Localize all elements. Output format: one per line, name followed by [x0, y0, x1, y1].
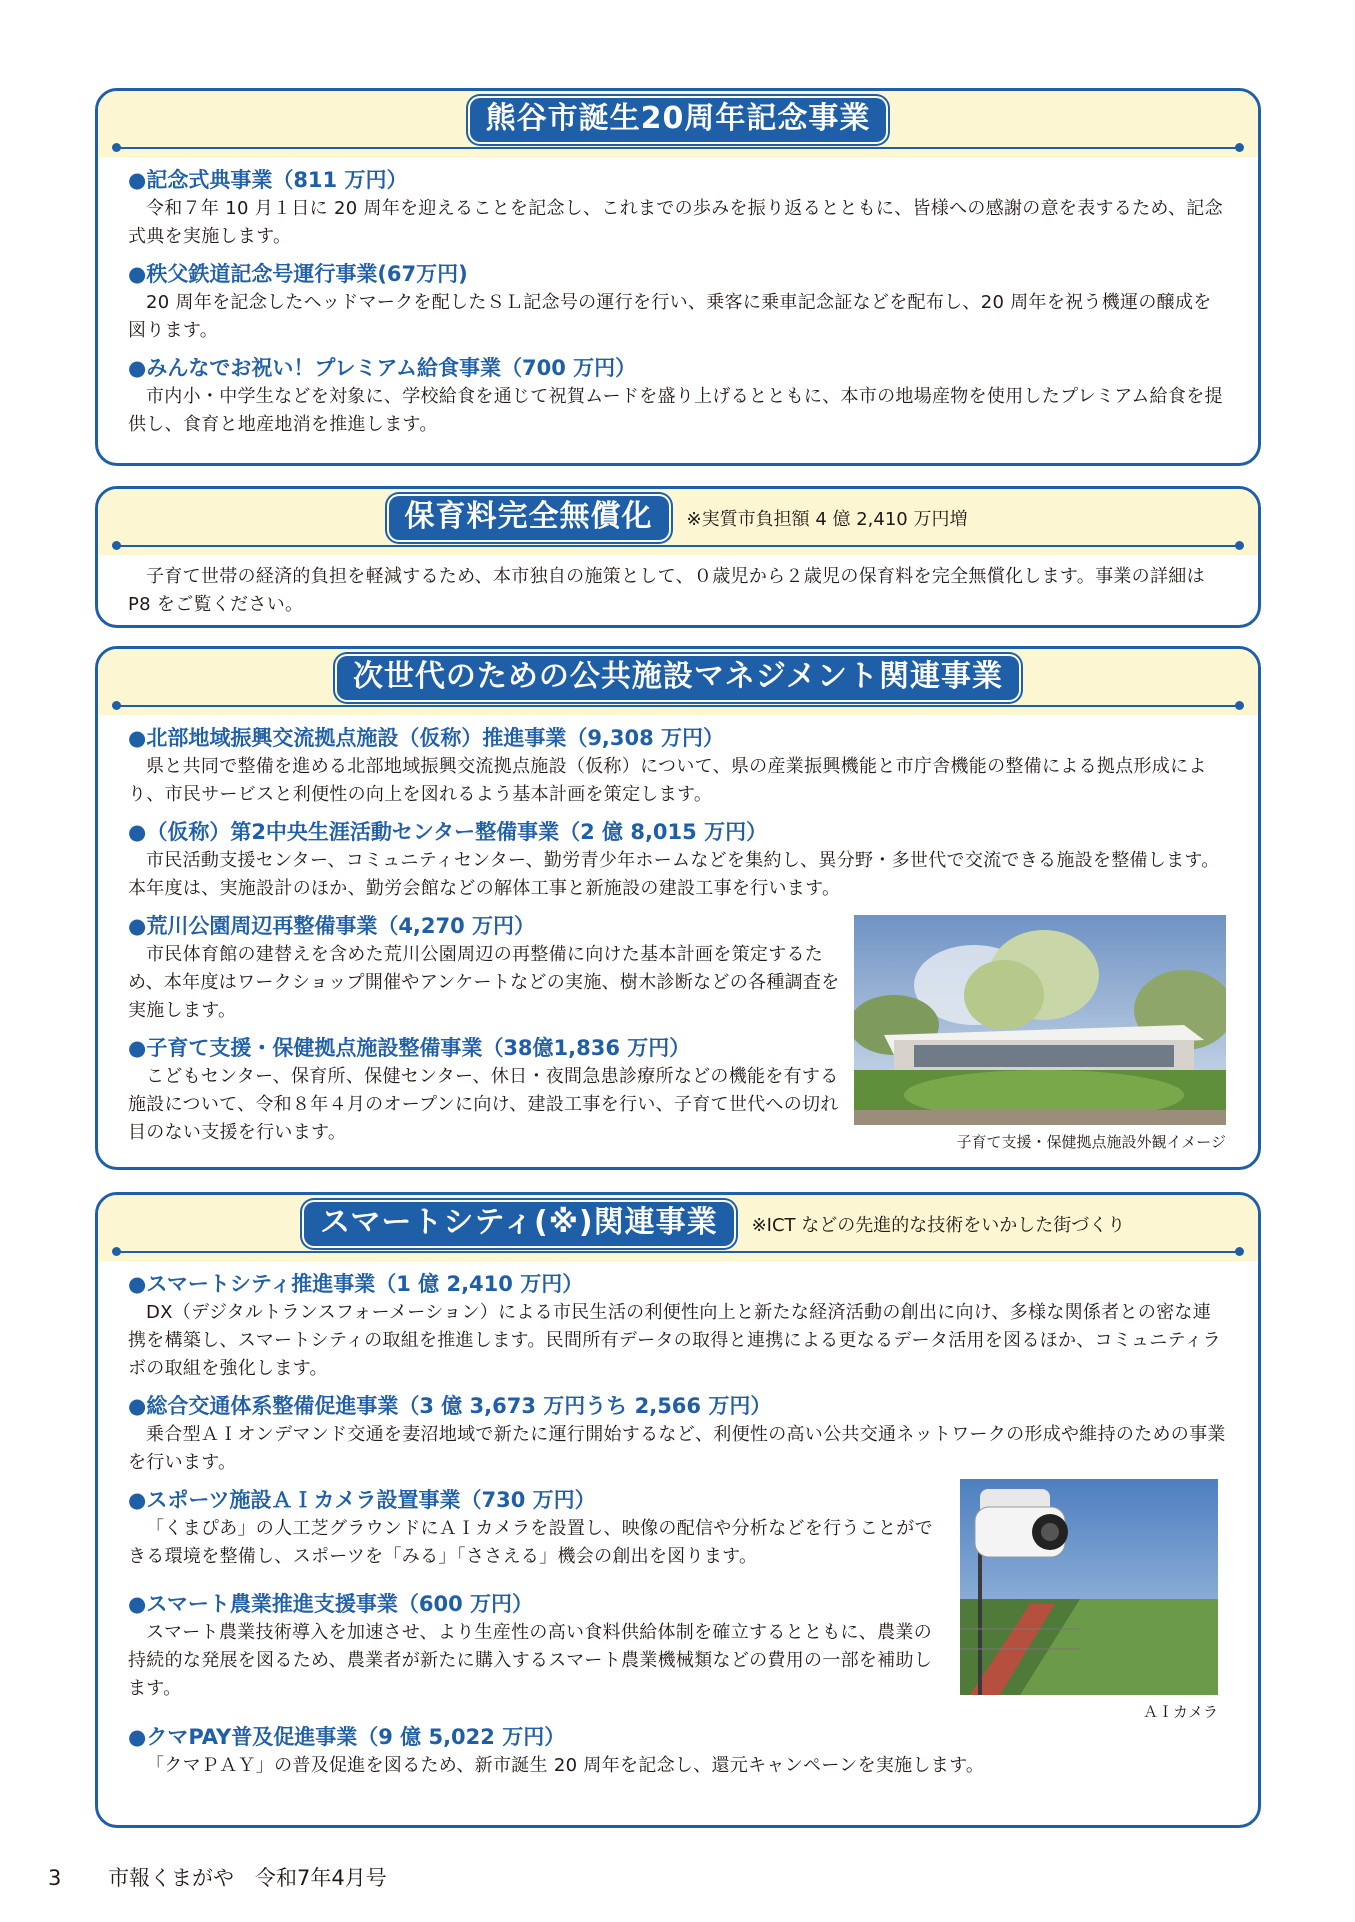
section-title: 熊谷市誕生20周年記念事業: [470, 98, 887, 142]
item-title: ●北部地域振興交流拠点施設（仮称）推進事業（9,308 万円）: [128, 726, 725, 750]
item-text: 20 周年を記念したヘッドマークを配したＳＬ記念号の運行を行い、乗客に乗車記念証などを配布し、20 周年を祝う機運の醸成を図ります。: [128, 292, 1212, 341]
item-text: 県と共同で整備を進める北部地域振興交流拠点施設（仮称）について、県の産業振興機能と市庁舎機能の整備による拠点形成により、市民サービスと利便性の向上を図れるよう基本計画を策定します。: [128, 756, 1207, 805]
item-title: ●（仮称）第2中央生涯活動センター整備事業（2 億 8,015 万円）: [128, 820, 768, 844]
header-rule: [116, 1251, 1240, 1253]
header-rule: [116, 545, 1240, 547]
list-item: [128, 353, 1226, 439]
items-with-photo: [128, 1485, 1226, 1722]
item-text: 市民活動支援センター、コミュニティセンター、勤労青少年ホームなどを集約し、異分野・多世代で交流できる施設を整備します。本年度は、実施設計のほか、勤労会館などの解体工事と新施設の建設工事を行います。: [128, 850, 1220, 899]
items-with-photo: [128, 911, 1226, 1155]
item-title: ●荒川公園周辺再整備事業（4,270 万円）: [128, 914, 536, 938]
header-rule: [116, 705, 1240, 707]
list-item: [128, 1391, 1226, 1477]
list-item: [128, 259, 1226, 345]
list-item: [128, 817, 1226, 903]
section-body: [98, 555, 1258, 628]
item-title: ●スマート農業推進支援事業（600 万円）: [128, 1592, 534, 1616]
header-rule: [116, 147, 1240, 149]
list-item: [128, 1033, 840, 1147]
ai-camera-photo: [960, 1479, 1218, 1722]
section-header: [98, 489, 1258, 555]
section-header: [98, 1195, 1258, 1261]
section-title: スマートシティ(※)関連事業: [304, 1202, 734, 1246]
list-item: [128, 1269, 1226, 1383]
list-item: [128, 1485, 938, 1571]
section-title: 保育料完全無償化: [389, 496, 669, 540]
list-item: [128, 1722, 1226, 1780]
item-title: ●みんなでお祝い！プレミアム給食事業（700 万円）: [128, 356, 637, 380]
section-smart-city: [95, 1192, 1261, 1828]
item-text: 乗合型ＡＩオンデマンド交通を妻沼地域で新たに運行開始するなど、利便性の高い公共交通ネットワークの形成や維持のための事業を行います。: [128, 1424, 1226, 1473]
item-title: ●スマートシティ推進事業（1 億 2,410 万円）: [128, 1272, 584, 1296]
facility-photo: [854, 915, 1226, 1152]
section-public-facility: [95, 646, 1261, 1170]
section-title: 次世代のための公共施設マネジメント関連事業: [337, 656, 1019, 700]
photo-caption: ＡＩカメラ: [1142, 1703, 1218, 1721]
section-childcare-free: [95, 486, 1261, 628]
section-body: [98, 1261, 1258, 1802]
item-title: ●クマPAY普及促進事業（9 億 5,022 万円）: [128, 1725, 566, 1749]
facility-exterior-image: [854, 915, 1226, 1125]
list-item: [128, 723, 1226, 809]
item-text: DX（デジタルトランスフォーメーション）による市民生活の利便性向上と新たな経済活動の創出に向け、多様な関係者との密な連携を構築し、スマートシティの取組を推進します。民間所有データの取得と連携による更なるデータ活用を図るほか、コミュニティラボの取組を強化します。: [128, 1302, 1221, 1379]
section-body: [98, 715, 1258, 1169]
section-20th-anniversary: [95, 88, 1261, 466]
section-body: [98, 157, 1258, 461]
ai-camera-image: [960, 1479, 1218, 1695]
item-title: ●総合交通体系整備促進事業（3 億 3,673 万円うち 2,566 万円）: [128, 1394, 772, 1418]
list-item: [128, 911, 840, 1025]
items-column: [128, 1485, 960, 1711]
page-footer: [48, 1862, 387, 1892]
list-item: [128, 165, 1226, 251]
item-text: スマート農業技術導入を加速させ、より生産性の高い食料供給体制を確立するとともに、農業の持続的な発展を図るため、農業者が新たに購入するスマート農業機械類などの費用の一部を補助します。: [128, 1622, 933, 1699]
item-text: 「くまぴあ」の人工芝グラウンドにＡＩカメラを設置し、映像の配信や分析などを行うことができる環境を整備し、スポーツを「みる」「ささえる」機会の創出を図ります。: [128, 1518, 933, 1567]
item-text: 「クマＰＡＹ」の普及促進を図るため、新市誕生 20 周年を記念し、還元キャンペーンを実施します。: [146, 1755, 985, 1776]
item-text: 市民体育館の建替えを含めた荒川公園周辺の再整備に向けた基本計画を策定するため、本年度はワークショップ開催やアンケートなどの実施、樹木診断などの各種調査を実施します。: [128, 944, 840, 1021]
item-title: ●子育て支援・保健拠点施設整備事業（38億1,836 万円）: [128, 1036, 691, 1060]
section-note: ※実質市負担額 4 億 2,410 万円増: [686, 509, 968, 530]
section-header: [98, 91, 1258, 157]
section-note: ※ICT などの先進的な技術をいかした街づくり: [751, 1215, 1126, 1236]
item-title: ●記念式典事業（811 万円）: [128, 168, 408, 192]
item-text: 令和７年 10 月１日に 20 周年を迎えることを記念し、これまでの歩みを振り返るとともに、皆様への感謝の意を表するため、記念式典を実施します。: [128, 198, 1223, 247]
section-header: [98, 649, 1258, 715]
list-item: [128, 1589, 938, 1703]
item-title: ●秩父鉄道記念号運行事業(67万円): [128, 262, 468, 286]
publication-name: 市報くまがや 令和7年4月号: [108, 1866, 387, 1890]
photo-caption: 子育て支援・保健拠点施設外観イメージ: [956, 1133, 1226, 1151]
item-title: ●スポーツ施設ＡＩカメラ設置事業（730 万円）: [128, 1488, 596, 1512]
section-text: 子育て世帯の経済的負担を軽減するため、本市独自の施策として、０歳児から２歳児の保育料を完全無償化します。事業の詳細は P8 をご覧ください。: [128, 566, 1205, 615]
item-text: 市内小・中学生などを対象に、学校給食を通じて祝賀ムードを盛り上げるとともに、本市の地場産物を使用したプレミアム給食を提供し、食育と地産地消を推進します。: [128, 386, 1223, 435]
items-column: [128, 911, 854, 1155]
item-text: こどもセンター、保育所、保健センター、休日・夜間急患診療所などの機能を有する施設について、令和８年４月のオープンに向け、建設工事を行い、子育て世代への切れ目のない支援を行います。: [128, 1066, 839, 1143]
page-number: 3: [48, 1866, 62, 1890]
